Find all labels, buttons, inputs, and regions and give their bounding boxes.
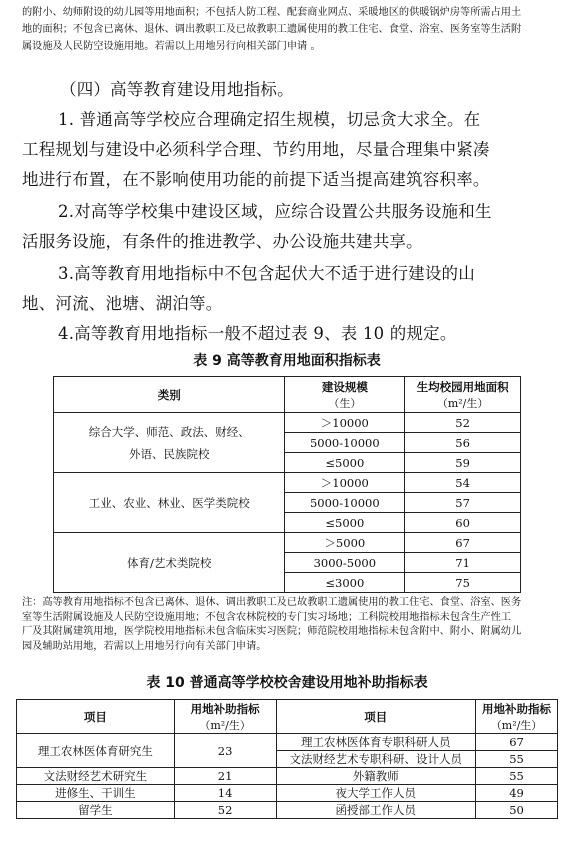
left-item-cell: 理工农林医体育研究生 <box>17 734 175 768</box>
right-value-cell: 49 <box>476 785 558 802</box>
intro-line: 的附小、幼师附设的幼儿园等用地面积；不包括人防工程、配套商业网点、采暖地区的供暖锅炉房等所需占用土 <box>22 7 522 18</box>
table-row <box>54 473 521 493</box>
left-item-cell: 进修生、干训生 <box>17 785 175 802</box>
left-value-cell: 23 <box>174 734 276 768</box>
body-line: 地、河流、池塘、湖泊等。 <box>22 294 223 313</box>
header-area <box>405 377 521 413</box>
scale-cell: ≤5000 <box>285 453 405 473</box>
category-cell: 体育/艺术类院校 <box>54 533 285 593</box>
table9-note <box>22 596 557 654</box>
table-row <box>54 413 521 433</box>
table10-caption: 表 10 普通高等学校校舍建设用地补助指标表 <box>146 675 428 691</box>
note-line: 园及辅助站用地，若需以上用地另行向有关部门申请。 <box>22 640 267 652</box>
header-index-label: 用地补助指标 <box>190 701 260 716</box>
section-heading: （四）高等教育建设用地指标。 <box>60 80 294 99</box>
value-cell: 60 <box>405 513 521 533</box>
right-value-cell: 55 <box>476 751 558 768</box>
category-cell <box>54 413 285 473</box>
header-index-left <box>174 700 276 734</box>
intro-line: 地的面积；不包含已离休、退休、调出教职工及已故教职工遗属使用的教工住宅、食堂、浴室、医务室等生活附 <box>22 24 522 35</box>
value-cell: 59 <box>405 453 521 473</box>
category-line: 综合大学、师范、政法、财经、 <box>88 424 250 439</box>
header-area-label: 生均校园用地面积 <box>416 379 509 394</box>
body-line: 活服务设施，有条件的推进教学、办公设施共建共享。 <box>22 232 423 251</box>
table10 <box>16 699 558 819</box>
header-index-label: 用地补助指标 <box>482 701 552 716</box>
body-line: 工程规划与建设中必须科学合理、节约用地，尽量合理集中紧凑 <box>22 140 490 159</box>
header-item-right: 项目 <box>276 700 476 734</box>
header-area-unit: （m²/生） <box>436 396 489 410</box>
scale-cell: 3000-5000 <box>285 553 405 573</box>
table-header-row <box>54 377 521 413</box>
scale-cell: ≤3000 <box>285 573 405 593</box>
table-row <box>54 533 521 553</box>
right-item-cell: 外籍教师 <box>276 768 476 785</box>
right-item-cell: 理工农林医体育专职科研人员 <box>276 734 476 751</box>
table-row <box>17 785 558 802</box>
header-scale <box>285 377 405 413</box>
table9 <box>53 376 521 593</box>
body-line: 3.高等教育用地指标中不包含起伏大不适于进行建设的山 <box>58 264 475 283</box>
left-value-cell: 52 <box>174 802 276 819</box>
left-item-cell: 留学生 <box>17 802 175 819</box>
value-cell: 56 <box>405 433 521 453</box>
header-index-unit: （m²/生） <box>490 718 543 732</box>
left-item-cell: 文法财经艺术研究生 <box>17 768 175 785</box>
right-item-cell: 文法财经艺术专职科研、设计人员 <box>276 751 476 768</box>
scale-cell: ≤5000 <box>285 513 405 533</box>
table-row <box>17 802 558 819</box>
body-line: 1. 普通高等学校应合理确定招生规模，切忌贪大求全。在 <box>58 110 481 129</box>
scale-cell: ＞10000 <box>285 473 405 493</box>
note-line: 厂及其附属建筑用地，医学院校用地指标未包含临床实习医院；师范院校用地指标未包含附中、附小、附属幼儿 <box>22 626 522 637</box>
note-line: 注：高等教育用地指标不包含已离休、退休、调出教职工及已故教职工遗属使用的教工住宅、食堂、浴室、医务 <box>22 597 522 608</box>
note-line: 室等生活附属设施及人民防空设施用地；不包含农林院校的专门实习场地；工科院校用地指标未包含生产性工 <box>22 611 511 623</box>
header-scale-unit: （生） <box>328 396 362 410</box>
value-cell: 67 <box>405 533 521 553</box>
right-item-cell: 函授部工作人员 <box>276 802 476 819</box>
header-scale-label: 建设规模 <box>321 379 368 394</box>
table-row <box>17 768 558 785</box>
category-line: 外语、民族院校 <box>128 446 210 461</box>
scale-cell: 5000-10000 <box>285 433 405 453</box>
value-cell: 75 <box>405 573 521 593</box>
right-value-cell: 67 <box>476 734 558 751</box>
value-cell: 54 <box>405 473 521 493</box>
category-cell: 工业、农业、林业、医学类院校 <box>54 473 285 533</box>
header-item-left: 项目 <box>17 700 175 734</box>
body-line: 2.对高等学校集中建设区域，应综合设置公共服务设施和生 <box>58 202 492 221</box>
header-index-unit: （m²/生） <box>199 718 251 732</box>
left-value-cell: 21 <box>174 768 276 785</box>
table9-caption: 表 9 高等教育用地面积指标表 <box>193 353 381 369</box>
intro-paragraph <box>22 4 554 55</box>
header-category: 类别 <box>54 377 285 413</box>
right-item-cell: 夜大学工作人员 <box>276 785 476 802</box>
table-header-row <box>17 700 558 734</box>
scale-cell: 5000-10000 <box>285 493 405 513</box>
right-value-cell: 55 <box>476 768 558 785</box>
right-value-cell: 50 <box>476 802 558 819</box>
intro-line: 属设施及人民防空设施用地。若需以上用地另行向相关部门申请 。 <box>22 41 321 52</box>
value-cell: 52 <box>405 413 521 433</box>
value-cell: 57 <box>405 493 521 513</box>
value-cell: 71 <box>405 553 521 573</box>
body-line: 地进行布置，在不影响使用功能的前提下适当提高建筑容积率。 <box>22 170 490 189</box>
scale-cell: ＞10000 <box>285 413 405 433</box>
body-line: 4.高等教育用地指标一般不超过表 9、表 10 的规定。 <box>58 324 457 343</box>
header-index-right <box>476 700 558 734</box>
scale-cell: ＞5000 <box>285 533 405 553</box>
table-row <box>17 734 558 751</box>
left-value-cell: 14 <box>174 785 276 802</box>
